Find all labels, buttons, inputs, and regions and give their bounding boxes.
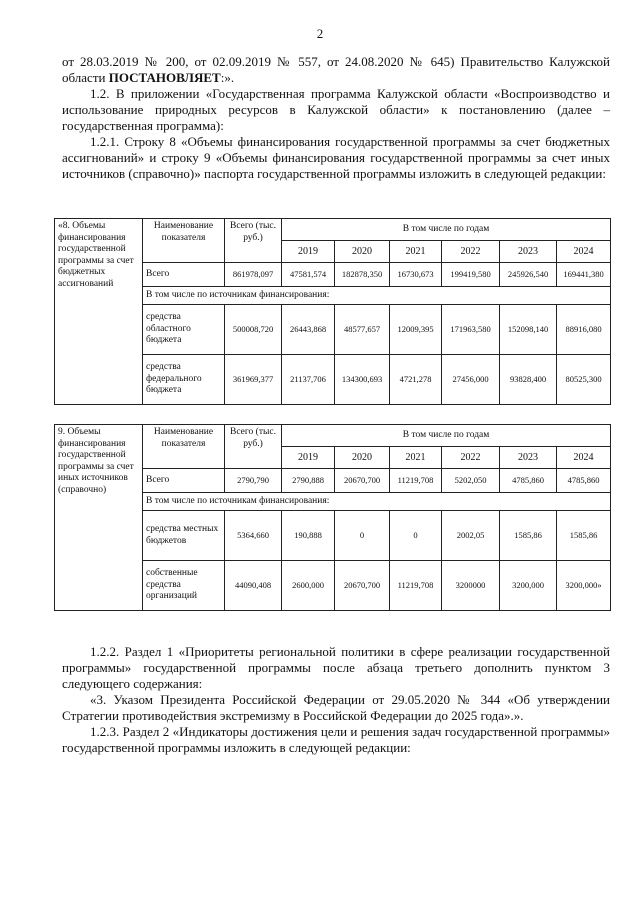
- cell: 11219,708: [390, 469, 442, 493]
- paragraph-1-2-1: 1.2.1. Строку 8 «Объемы финансирования государственной программы за счет бюджетных ассигнований» и строку 9 «Объемы финансирования государственной программы за счет иных источников (справочно)» паспорта государственной программы изложить в следующей редакции:: [62, 134, 610, 181]
- cell: 169441,380: [557, 263, 611, 287]
- cell: 26443,868: [282, 305, 335, 355]
- row-label: Всего: [143, 263, 225, 287]
- sources-header: В том числе по источникам финансирования:: [143, 493, 611, 511]
- cell: 171963,580: [442, 305, 500, 355]
- col-years-header: В том числе по годам: [282, 425, 611, 447]
- cell: 3200,000»: [557, 561, 611, 611]
- col-total: Всего (тыс. руб.): [225, 219, 282, 263]
- year-2019: 2019: [282, 241, 335, 263]
- cell: 152098,140: [500, 305, 557, 355]
- cell: 199419,580: [442, 263, 500, 287]
- cell: 182878,350: [335, 263, 390, 287]
- row-label: средства федерального бюджета: [143, 355, 225, 405]
- cell: 93828,400: [500, 355, 557, 405]
- page-number: 2: [316, 26, 324, 41]
- financing-table-budget: [54, 218, 611, 405]
- cell: 27456,000: [442, 355, 500, 405]
- cell: 4785,860: [557, 469, 611, 493]
- col-total: Всего (тыс. руб.): [225, 425, 282, 469]
- cell: 0: [390, 511, 442, 561]
- cell: 4785,860: [500, 469, 557, 493]
- cell: 134300,693: [335, 355, 390, 405]
- year-2024: 2024: [557, 241, 611, 263]
- cell-total: 5364,660: [225, 511, 282, 561]
- financing-table-other-sources: [54, 424, 611, 611]
- paragraph-1-2-2: 1.2.2. Раздел 1 «Приоритеты региональной политики в сфере реализации государственной программы» государственной программы после абзаца третьего дополнить пунктом 3 следующего содержания:: [62, 644, 610, 691]
- cell: 4721,278: [390, 355, 442, 405]
- paragraph-1-2: 1.2. В приложении «Государственная программа Калужской области «Воспроизводство и использование природных ресурсов в Калужской области» к постановлению (далее – государственная программа):: [62, 86, 610, 133]
- cell: 2600,000: [282, 561, 335, 611]
- cell: 5202,050: [442, 469, 500, 493]
- row-label: средства областного бюджета: [143, 305, 225, 355]
- cell: 1585,86: [500, 511, 557, 561]
- cell: 1585,86: [557, 511, 611, 561]
- cell: 2790,888: [282, 469, 335, 493]
- cell: 11219,708: [390, 561, 442, 611]
- cell: 190,888: [282, 511, 335, 561]
- cell: 21137,706: [282, 355, 335, 405]
- cell-total: 361969,377: [225, 355, 282, 405]
- cell-total: 500008,720: [225, 305, 282, 355]
- col-years-header: В том числе по годам: [282, 219, 611, 241]
- row-9-label: 9. Объемы финансирования государственной программы за счет иных источников (справочно): [55, 425, 143, 611]
- year-2023: 2023: [500, 241, 557, 263]
- row-label: Всего: [143, 469, 225, 493]
- sources-header: В том числе по источникам финансирования:: [143, 287, 611, 305]
- outro-block: [62, 644, 610, 756]
- cell: 20670,700: [335, 469, 390, 493]
- row-label: собственные средства организаций: [143, 561, 225, 611]
- year-2019: 2019: [282, 447, 335, 469]
- cell: 88916,080: [557, 305, 611, 355]
- cell: 48577,657: [335, 305, 390, 355]
- year-2020: 2020: [335, 241, 390, 263]
- row-label: средства местных бюджетов: [143, 511, 225, 561]
- year-2021: 2021: [390, 241, 442, 263]
- paragraph-1-2-3: 1.2.3. Раздел 2 «Индикаторы достижения цели и решения задач государственной программы» государственной программы изложить в следующей редакции:: [62, 724, 610, 755]
- col-indicator-name: Наименование показателя: [143, 425, 225, 469]
- intro-paragraph: [62, 54, 610, 86]
- cell: 80525,300: [557, 355, 611, 405]
- year-2022: 2022: [442, 241, 500, 263]
- decree-tail: :».: [220, 70, 235, 85]
- cell: 3200,000: [500, 561, 557, 611]
- year-2020: 2020: [335, 447, 390, 469]
- cell: 47581,574: [282, 263, 335, 287]
- row-8-label: «8. Объемы финансирования государственной программы за счет бюджетных ассигнований: [55, 219, 143, 405]
- cell: 3200000: [442, 561, 500, 611]
- cell: 16730,673: [390, 263, 442, 287]
- decree-word: ПОСТАНОВЛЯЕТ: [108, 70, 221, 85]
- cell: 0: [335, 511, 390, 561]
- col-indicator-name: Наименование показателя: [143, 219, 225, 263]
- intro-line: от 28.03.2019 № 200, от 02.09.2019 № 557, от 24.08.2020 № 645) Правительство Калужской области: [62, 54, 610, 85]
- cell: 20670,700: [335, 561, 390, 611]
- cell: 2002,05: [442, 511, 500, 561]
- intro-block: [62, 54, 610, 182]
- year-2023: 2023: [500, 447, 557, 469]
- cell: 12009,395: [390, 305, 442, 355]
- year-2022: 2022: [442, 447, 500, 469]
- cell-total: 44090,408: [225, 561, 282, 611]
- cell-total: 2790,790: [225, 469, 282, 493]
- cell-total: 861978,097: [225, 263, 282, 287]
- year-2021: 2021: [390, 447, 442, 469]
- cell: 245926,540: [500, 263, 557, 287]
- year-2024: 2024: [557, 447, 611, 469]
- paragraph-quote: «3. Указом Президента Российской Федерации от 29.05.2020 № 344 «Об утверждении Стратегии противодействия экстремизму в Российской Федерации до 2025 года».».: [62, 692, 610, 723]
